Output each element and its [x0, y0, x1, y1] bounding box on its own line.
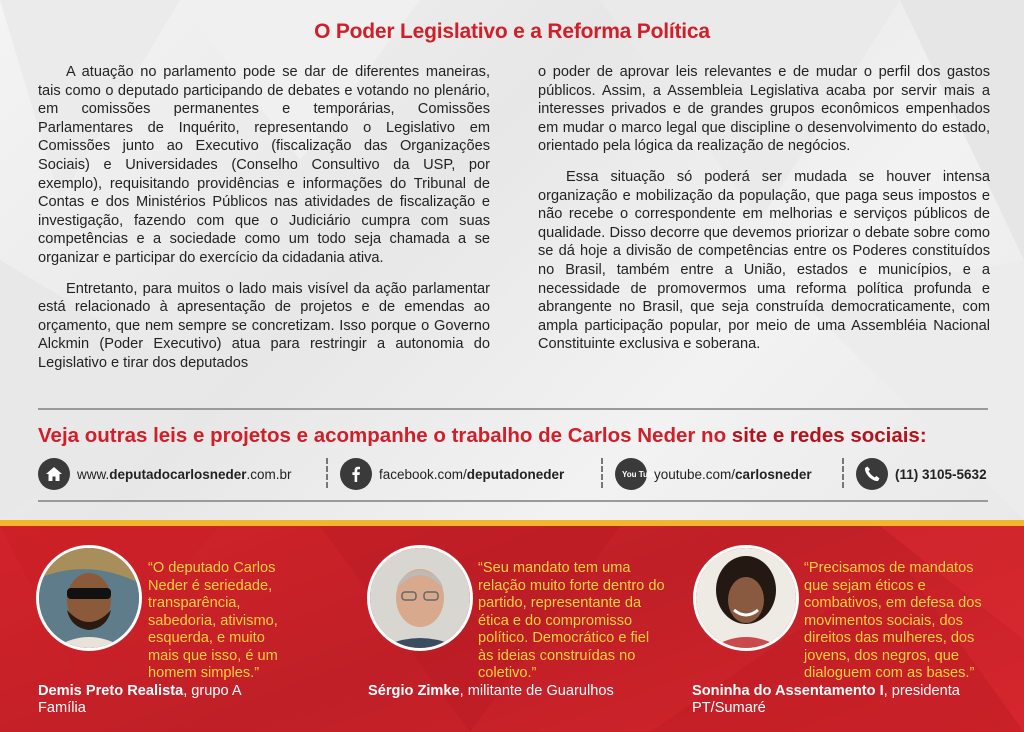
divider: [38, 500, 988, 502]
testimonial-role: , militante de Guarulhos: [459, 682, 614, 699]
contact-bar: [38, 456, 990, 492]
paragraph: Entretanto, para muitos o lado mais visível da ação parlamentar está relacionado à apresentação de projetos e de emendas ao orçamento, que nem sempre se concretizam. Isso porque o Governo Alckmin (Poder Executivo) atua para restringir a autonomia do Legislativo e tirar dos deputados: [38, 280, 490, 371]
article-title: O Poder Legislativo e a Reforma Política: [314, 20, 710, 43]
facebook-icon: [340, 458, 372, 490]
paragraph: A atuação no parlamento pode se dar de diferentes maneiras, tais como o deputado participando de debates e votando no plenário, em comissões permanentes e temporárias, Comissões Parlamentares de Inquérito, representando o Legislativo em Comissões junto ao Executivo (fiscalização das Organizações Sociais) e Universidades (Conselho Consultivo da USP, por exemplo), requisitando providências e informações do Tribunal de Contas e dos Ministérios Públicos nas atividades de fiscalização e investigação, fazendo com que o Judiciário cumpra com suas competências e a sociedade como um todo seja chamada a se organizar e participar do exercício da cidadania ativa.: [38, 64, 490, 266]
testimonials-section: [0, 520, 1024, 732]
cta-text: Veja outras leis e projetos e acompanhe o trabalho de Carlos Neder no: [38, 424, 732, 447]
youtube-prefix: youtube.com/: [654, 466, 736, 482]
testimonial-role: , presidenta PT/Sumaré: [692, 682, 960, 716]
youtube-icon-text: You Tube: [622, 469, 658, 479]
testimonial-3: [692, 560, 992, 718]
website-link[interactable]: [38, 456, 292, 492]
separator: [842, 458, 844, 488]
separator: [326, 458, 328, 488]
divider: [38, 408, 988, 410]
testimonial-quote: “O deputado Carlos Neder é seriedade, transparência, sabedoria, ativismo, esquerda, e muito mais que isso, é um homem simples.”: [148, 560, 278, 681]
article-column-left: [38, 63, 490, 385]
facebook-link[interactable]: [340, 456, 564, 492]
testimonial-2: [368, 560, 668, 700]
youtube-handle: carlosneder: [735, 466, 812, 482]
phone-link[interactable]: [856, 456, 987, 492]
testimonial-author: Demis Preto Realista: [38, 682, 184, 699]
article-column-right: [538, 63, 990, 366]
phone-number: (11) 3105-5632: [895, 466, 987, 482]
facebook-handle: deputadoneder: [466, 466, 565, 482]
youtube-icon: [615, 458, 658, 490]
paragraph: Essa situação só poderá ser mudada se houver intensa organização e mobilização da população, que paga seus impostos e não recebe o correspondente em melhorias e serviços públicos de qualidade. Disso decorre que devemos priorizar o debate sobre como se dá hoje a divisão de competências entre os Poderes constituídos no Brasil, também entre a União, estados e municípios, e a necessidade de promovermos uma reforma política profunda e abrangente no Brasil, que seja construída democraticamente, com ampla participação popular, por meio de uma Assembléia Nacional Constituinte exclusiva e soberana.: [538, 168, 990, 353]
testimonial-author: Soninha do Assentamento I: [692, 682, 884, 699]
call-to-action: [38, 424, 927, 448]
testimonial-role: , grupo A Família: [38, 682, 241, 716]
testimonial-quote: “Seu mandato tem uma relação muito forte dentro do partido, representante da ética e do compromisso político. Democrático e fiel às ideias construídas no coletivo.”: [478, 560, 665, 681]
testimonial-quote: “Precisamos de mandatos que sejam éticos e combativos, em defesa dos movimentos sociais, dos direitos das mulheres, dos jovens, dos negros, que dialoguem com as bases.”: [804, 560, 982, 681]
separator: [601, 458, 603, 488]
paragraph: o poder de aprovar leis relevantes e de mudar o perfil dos gastos públicos. Assim, a Assembleia Legislativa acaba por servir mais a interesses privados e de grandes grupos econômicos empenhados em mudar o marco legal que discipline o desenvolvimento do estado, orientado pela lógica da realização de negócios.: [538, 64, 990, 155]
testimonial-1: [38, 560, 288, 718]
website-prefix: www.: [77, 466, 110, 482]
website-suffix: .com.br: [246, 466, 292, 482]
facebook-prefix: facebook.com/: [379, 466, 467, 482]
home-icon: [38, 458, 70, 490]
website-domain: deputadocarlosneder: [109, 466, 247, 482]
testimonial-author: Sérgio Zimke: [368, 682, 460, 699]
cta-highlight: site e redes sociais:: [731, 424, 927, 447]
phone-icon: [856, 458, 888, 490]
youtube-link[interactable]: [615, 456, 812, 492]
